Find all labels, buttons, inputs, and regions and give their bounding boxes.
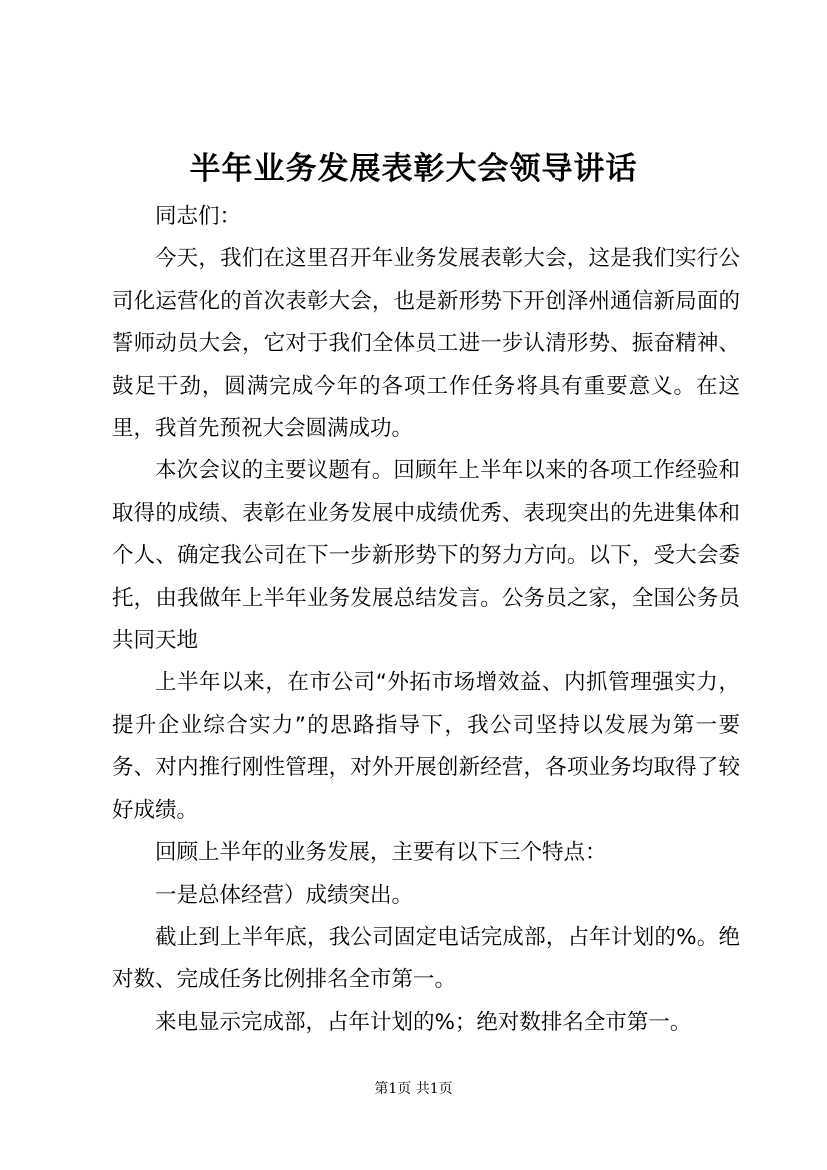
- paragraph-point-one: 一是总体经营）成绩突出。: [155, 882, 414, 908]
- document-title: 半年业务发展表彰大会领导讲话: [189, 151, 638, 187]
- paragraph-overview: 上半年以来，在市公司“外拓市场增效益、内抓管理强实力，提升企业综合实力”的思路指导下，我公司坚持以发展为第一要务、对内推行刚性管理，对外开展创新经营，各项业务均取得了较好成绩。: [112, 670, 740, 823]
- paragraph-agenda: 本次会议的主要议题有。回顾年上半年以来的各项工作经验和取得的成绩、表彰在业务发展中成绩优秀、表现突出的先进集体和个人、确定我公司在下一步新形势下的努力方向。以下，受大会委托，由我做年上半年业务发展总结发言。公务员之家，全国公务员共同天地: [112, 458, 740, 654]
- paragraph-review-intro: 回顾上半年的业务发展，主要有以下三个特点：: [155, 840, 607, 866]
- paragraph-opening: 今天，我们在这里召开年业务发展表彰大会，这是我们实行公司化运营化的首次表彰大会，也是新形势下开创泽州通信新局面的誓师动员大会，它对于我们全体员工进一步认清形势、振奋精神、鼓足干劲，圆满完成今年的各项工作任务将具有重要意义。在这里，我首先预祝大会圆满成功。: [112, 246, 740, 442]
- paragraph-caller-id: 来电显示完成部，占年计划的%；绝对数排名全市第一。: [155, 1009, 692, 1035]
- document-body: [112, 196, 740, 1044]
- paragraph-fixed-phone: 截止到上半年底，我公司固定电话完成部，占年计划的%。绝对数、完成任务比例排名全市第一。: [112, 924, 740, 993]
- page-footer: 第1页 共1页: [374, 1081, 453, 1097]
- paragraph-salutation: 同志们：: [155, 204, 242, 229]
